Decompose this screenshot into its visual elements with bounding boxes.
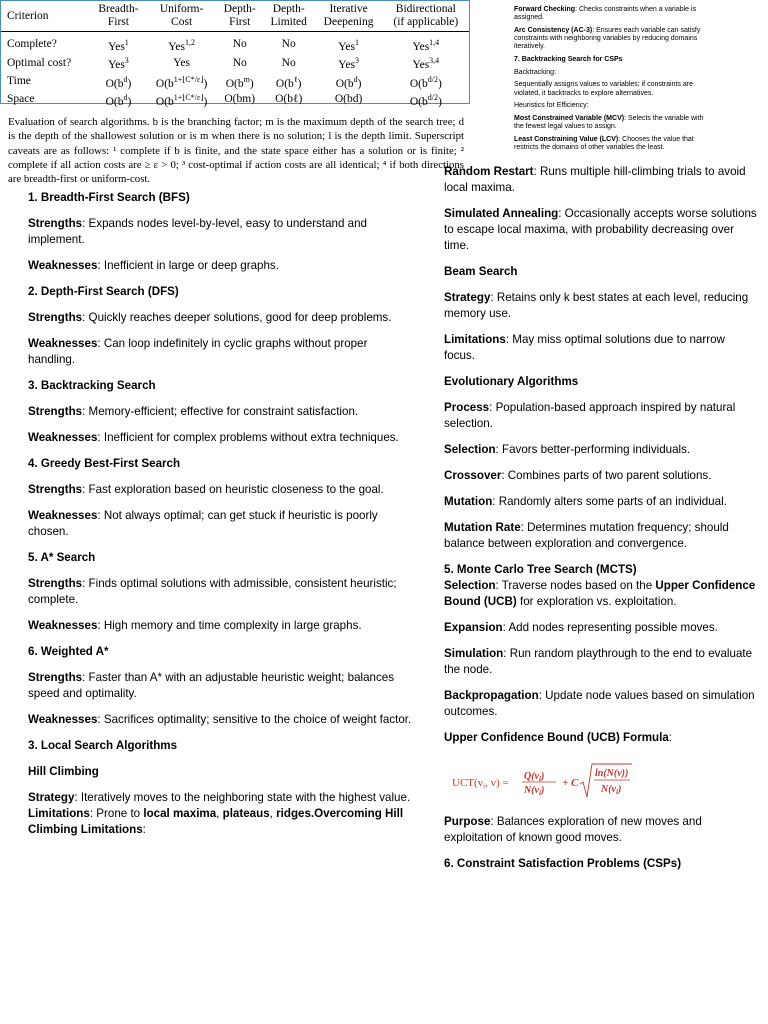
note-term: 1. Breadth-First Search (BFS) <box>28 191 190 204</box>
table-cell: Yes$^{3,4}$ <box>412 56 440 72</box>
note-term: Backpropagation <box>444 689 539 702</box>
note-text: : Expands nodes level-by-level, easy to understand and implement. <box>28 217 367 246</box>
table-cell: $O(b^m)$ <box>225 74 254 90</box>
note-term: Simulated Annealing <box>444 207 559 220</box>
csp-note <box>514 115 709 131</box>
search-algorithms-table <box>0 0 470 108</box>
formula-radical-denominator: $N(v_i)$ <box>601 784 622 796</box>
note-text: : Can loop indefinitely in cyclic graphs without proper handling. <box>28 337 368 366</box>
note-text: : Balances exploration of new moves and exploitation of known good moves. <box>444 815 702 844</box>
superscript: 3,4 <box>429 56 440 66</box>
note-paragraph <box>444 400 759 432</box>
superscript: m <box>243 74 250 84</box>
note-term: 3. Local Search Algorithms <box>28 739 178 752</box>
table-caption: Evaluation of search algorithms. b is the branching factor; m is the maximum depth of the search tree; d is the depth of the shallowest solution or is m when there is no solution; l is the depth limit. Superscript caveats are as follows: ¹ complete if b is finite, and the state space either has a solution or is finite; ² complete if all action costs are ≥ ε > 0; ³ cost-optimal if action costs are all identical; ⁴ if both directions are breadth-first or uniform-cost. <box>8 116 464 186</box>
note-text: : Inefficient in large or deep graphs. <box>97 259 279 272</box>
note-term: Limitations <box>444 333 506 346</box>
table-row <box>1 54 469 72</box>
table-cell: Yes$^{1,4}$ <box>412 38 440 53</box>
column-header: Depth- Limited <box>270 3 307 28</box>
table-cell: O(bd) <box>334 93 363 106</box>
note-term: Evolutionary Algorithms <box>444 375 579 388</box>
note-term: Selection <box>444 443 496 456</box>
row-label: Optimal cost? <box>7 56 72 69</box>
note-paragraph <box>444 468 759 484</box>
text: : Prone to <box>89 807 144 820</box>
note-term: Purpose <box>444 815 491 828</box>
note-paragraph <box>28 216 413 248</box>
table-cell: Yes$^3$ <box>338 56 359 72</box>
csp-note-text: Sequentially assigns values to variables; if constraints are violated, it backtracks to explore alternatives. <box>514 81 693 97</box>
ucb-formula-graphic <box>452 760 692 804</box>
label-selection: Selection <box>444 579 496 592</box>
superscript: 1,2 <box>184 38 195 47</box>
superscript: 1+⌊C*/ε⌋ <box>173 92 204 102</box>
table-row <box>1 32 469 55</box>
row-label: Complete? <box>7 38 57 51</box>
formula-plus-c: + C <box>562 777 579 789</box>
note-text: : Quickly reaches deeper solutions, good for deep problems. <box>82 311 392 324</box>
note-text: : Occasionally accepts worse solutions to escape local maxima, with probability decreasing over time. <box>444 207 757 252</box>
table-body <box>1 32 469 110</box>
term-local-maxima: local maxima <box>143 807 217 820</box>
csp-note-text: Heuristics for Efficiency: <box>514 102 589 110</box>
csp-note-text: Backtracking: <box>514 68 557 76</box>
formula-numerator: $Q(v_i)$ <box>524 771 545 783</box>
note-paragraph <box>28 310 413 326</box>
table-cell: $O(b^{d/2})$ <box>409 92 442 108</box>
term-plateaus: plateaus <box>222 807 270 820</box>
csp-note-term: Forward Checking <box>514 6 576 13</box>
table-cell: $O(b^d)$ <box>335 74 362 90</box>
note-term: 6. Weighted A* <box>28 645 109 658</box>
note-term: Upper Confidence Bound (UCB) Formula <box>444 731 669 744</box>
note-paragraph <box>444 442 759 458</box>
note-paragraph <box>444 814 759 846</box>
section-heading <box>28 764 413 780</box>
column-header: Iterative Deepening <box>323 3 374 28</box>
column-header: Criterion <box>7 9 49 22</box>
csp-note-text: : Chooses the value that restricts the domains of other variables the least. <box>514 135 694 152</box>
right-column <box>444 164 759 872</box>
label-limitations: Limitations <box>28 807 90 820</box>
note-paragraph <box>444 646 759 678</box>
section-heading <box>28 284 413 300</box>
note-text: : Faster than A* with an adjustable heuristic weight; balances speed and optimality. <box>28 671 395 700</box>
csp-note <box>514 102 709 110</box>
text: : <box>142 823 146 836</box>
csp-note <box>514 136 709 152</box>
section-heading <box>444 856 759 872</box>
csp-note-term: 7. Backtracking Search for CSPs <box>514 56 623 64</box>
note-text: : Add nodes representing possible moves. <box>502 621 718 634</box>
note-paragraph <box>444 332 759 364</box>
table-cell: Yes$^3$ <box>108 56 129 72</box>
note-text: : High memory and time complexity in large graphs. <box>97 619 362 632</box>
right-notes-list <box>444 164 759 578</box>
ucb-formula <box>452 760 759 804</box>
term-ucb: Upper Confidence Bound (UCB) <box>444 579 756 608</box>
mcts-selection <box>444 578 759 610</box>
row-label: Space <box>7 93 35 106</box>
table-cell: O(bm) <box>224 93 256 106</box>
note-term: Simulation <box>444 647 504 660</box>
note-paragraph <box>28 790 413 806</box>
note-term: Strengths <box>28 483 83 496</box>
note-term: Hill Climbing <box>28 765 99 778</box>
row-label: Time <box>7 75 31 88</box>
note-text: : May miss optimal solutions due to narrow focus. <box>444 333 725 362</box>
csp-note-text: : Checks constraints when a variable is assigned. <box>514 6 697 22</box>
note-paragraph <box>444 494 759 510</box>
superscript: d/2 <box>427 92 438 102</box>
note-paragraph <box>444 206 759 254</box>
note-text: : Population-based approach inspired by natural selection. <box>444 401 736 430</box>
note-term: 2. Depth-First Search (DFS) <box>28 285 179 298</box>
superscript: 1+⌊C*/ε⌋ <box>173 74 204 84</box>
csp-note-text: : Selects the variable with the fewest legal values to assign. <box>514 115 704 131</box>
note-paragraph <box>28 404 413 420</box>
table-cell: Yes$^1$ <box>108 38 129 53</box>
note-text: : Fast exploration based on heuristic closeness to the goal. <box>82 483 384 496</box>
note-text: : Favors better-performing individuals. <box>495 443 691 456</box>
csp-note-term: Arc Consistency (AC-3) <box>514 26 593 34</box>
csp-note <box>514 6 709 22</box>
note-text: : Update node values based on simulation outcomes. <box>444 689 755 718</box>
note-term: 4. Greedy Best-First Search <box>28 457 181 470</box>
text: for exploration vs. exploitation. <box>516 595 677 608</box>
table-cell: No <box>232 56 247 69</box>
superscript: d <box>123 92 128 102</box>
note-term: Weaknesses <box>28 713 98 726</box>
term-ridges: ridges. <box>276 807 315 820</box>
note-term: Crossover <box>444 469 502 482</box>
note-paragraph <box>28 712 413 728</box>
superscript: 1 <box>354 38 359 47</box>
note-text: : Determines mutation frequency; should balance between exploration and convergence. <box>444 521 729 550</box>
table-cell: O(bℓ) <box>275 93 303 106</box>
superscript: d/2 <box>427 74 438 84</box>
table-cell: $O(b^\ell)$ <box>275 74 302 90</box>
note-paragraph <box>444 620 759 636</box>
table-cell: Yes$^1$ <box>338 38 359 53</box>
overcoming-limitations-heading: Overcoming Hill Climbing Limitations <box>28 807 404 836</box>
table-cell: $O(b^{1+⌊C*/\varepsilon⌋})$ <box>155 92 208 108</box>
section-heading <box>444 374 759 390</box>
column-header: Uniform- Cost <box>159 3 204 28</box>
table-cell: No <box>232 38 247 51</box>
column-header: Bidirectional (if applicable) <box>393 3 459 28</box>
note-term: Weaknesses <box>28 259 98 272</box>
table-cell: Yes$^{1,2}$ <box>168 38 195 53</box>
section-heading <box>28 644 413 660</box>
formula-lhs: UCT(vi, v) = <box>452 777 509 790</box>
note-term: Strengths <box>28 405 83 418</box>
table-cell: No <box>281 56 296 69</box>
note-paragraph <box>28 670 413 702</box>
note-term: Random Restart <box>444 165 534 178</box>
section-heading <box>28 190 413 206</box>
csp-note <box>514 27 709 52</box>
section-heading <box>28 378 413 394</box>
superscript: d <box>123 74 128 84</box>
table-header-row <box>1 1 469 32</box>
csp-note-term: Most Constrained Variable (MCV) <box>514 115 625 123</box>
mcts-steps-list <box>444 620 759 746</box>
superscript: 1 <box>124 38 129 47</box>
csp-note-text: : Ensures each variable can satisfy constraints with neighboring variables by reducing domains iteratively. <box>514 26 701 51</box>
text: : Traverse nodes based on the <box>495 579 656 592</box>
note-term: Weaknesses <box>28 431 98 444</box>
table-cell: $O(b^{d/2})$ <box>409 74 442 90</box>
note-term: Beam Search <box>444 265 518 278</box>
note-term: Strengths <box>28 577 83 590</box>
superscript: ℓ <box>293 74 298 84</box>
note-text: : Retains only k best states at each level, reducing memory use. <box>444 291 749 320</box>
table-row <box>1 73 469 91</box>
superscript: 3 <box>354 56 359 66</box>
note-paragraph <box>444 688 759 720</box>
note-term: Weaknesses <box>28 509 98 522</box>
note-text: : <box>668 731 673 744</box>
note-term: Weaknesses <box>28 619 98 632</box>
csp-note <box>514 69 709 77</box>
column-header: Breadth- First <box>98 3 139 28</box>
formula-radical-numerator: ln(N(v)) <box>595 768 629 779</box>
note-paragraph <box>28 258 413 274</box>
note-paragraph <box>28 618 413 634</box>
note-term: Strategy <box>28 791 75 804</box>
table-cell: No <box>281 38 296 51</box>
left-column <box>28 190 413 838</box>
superscript: 1,4 <box>429 38 440 47</box>
note-term: 5. Monte Carlo Tree Search (MCTS) <box>444 563 637 576</box>
hill-climbing-limitations <box>28 806 413 838</box>
section-heading <box>28 456 413 472</box>
note-term: Mutation Rate <box>444 521 521 534</box>
note-term: Strategy <box>444 291 491 304</box>
column-header: Depth- First <box>223 3 256 28</box>
table-cell: $O(b^d)$ <box>105 74 132 90</box>
section-heading <box>444 562 759 578</box>
note-text: : Iteratively moves to the neighboring state with the highest value. <box>74 791 411 804</box>
note-term: Mutation <box>444 495 493 508</box>
note-paragraph <box>444 290 759 322</box>
note-term: Expansion <box>444 621 503 634</box>
note-term: 6. Constraint Satisfaction Problems (CSPs) <box>444 857 682 870</box>
note-term: Strengths <box>28 671 83 684</box>
note-term: Strengths <box>28 217 83 230</box>
csp-note-term: Least Constraining Value (LCV) <box>514 135 619 143</box>
formula-denominator: $N(v_i)$ <box>524 785 545 797</box>
table-row <box>1 91 469 109</box>
note-text: : Sacrifices optimality; sensitive to the choice of weight factor. <box>97 713 412 726</box>
note-text: : Runs multiple hill-climbing trials to avoid local maxima. <box>444 165 746 194</box>
note-text: : Inefficient for complex problems without extra techniques. <box>97 431 399 444</box>
note-paragraph <box>444 520 759 552</box>
note-term: Process <box>444 401 490 414</box>
note-text: : Not always optimal; can get stuck if heuristic is poorly chosen. <box>28 509 378 538</box>
note-text: : Memory-efficient; effective for constraint satisfaction. <box>82 405 359 418</box>
table-cell: $O(b^{1+⌊C*/\varepsilon⌋})$ <box>155 74 208 90</box>
table-cell: $O(b^d)$ <box>105 92 132 108</box>
section-heading <box>444 264 759 280</box>
text: , <box>216 807 223 820</box>
note-text: : Run random playthrough to the end to evaluate the node. <box>444 647 753 676</box>
csp-notes <box>514 6 709 157</box>
csp-note <box>514 81 709 97</box>
csp-note <box>514 56 709 64</box>
note-paragraph <box>28 482 413 498</box>
right-notes-list-end <box>444 814 759 872</box>
note-term: Strengths <box>28 311 83 324</box>
note-paragraph <box>28 576 413 608</box>
note-term: Weaknesses <box>28 337 98 350</box>
superscript: d <box>353 74 358 84</box>
left-notes-list <box>28 190 413 806</box>
note-paragraph <box>444 730 759 746</box>
note-paragraph <box>444 164 759 196</box>
note-term: 3. Backtracking Search <box>28 379 156 392</box>
note-paragraph <box>28 508 413 540</box>
note-text: : Randomly alters some parts of an individual. <box>492 495 727 508</box>
table-cell: Yes <box>173 56 190 69</box>
note-paragraph <box>28 336 413 368</box>
note-text: : Finds optimal solutions with admissible, consistent heuristic; complete. <box>28 577 397 606</box>
section-heading <box>28 550 413 566</box>
text: , <box>269 807 277 820</box>
note-term: 5. A* Search <box>28 551 96 564</box>
note-text: : Combines parts of two parent solutions. <box>501 469 712 482</box>
note-paragraph <box>28 430 413 446</box>
superscript: 3 <box>124 56 129 66</box>
section-heading <box>28 738 413 754</box>
